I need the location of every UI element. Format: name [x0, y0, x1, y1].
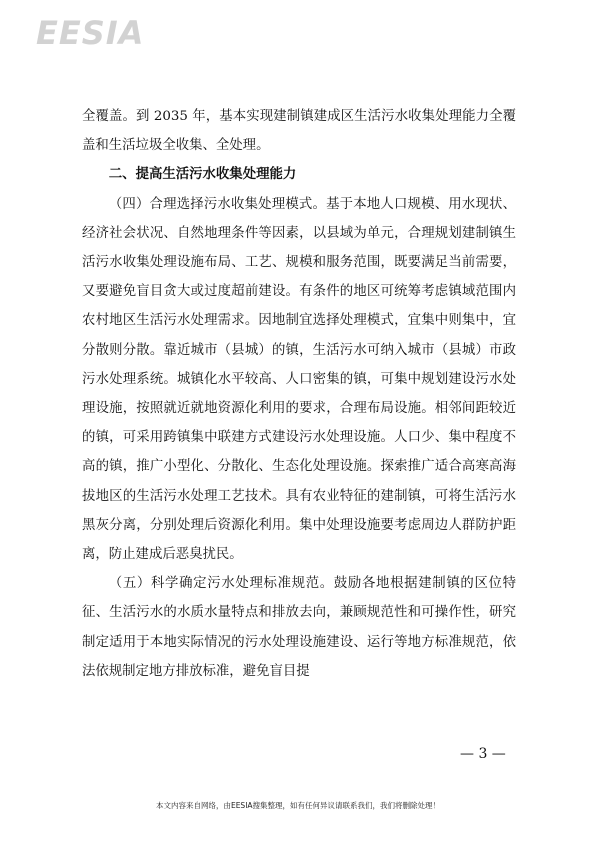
section-heading: 二、提高生活污水收集处理能力: [108, 167, 297, 183]
footer-disclaimer: 本文内容来自网络，由EESIA搜集整理，如有任何异议请联系我们，我们将删除处理！: [155, 801, 441, 810]
document-body: [82, 102, 516, 686]
paragraph-item-4: （四）合理选择污水收集处理模式。基于本地人口规模、用水现状、经济社会状况、自然地理条件等因素，以县域为单元，合理规划建制镇生活污水收集处理设施布局、工艺、规模和服务范围，既要满足当前需要，又要避免盲目贪大或过度超前建设。有条件的地区可统筹考虑镇域范围内农村地区生活污水处理需求。因地制宜选择处理模式，宜集中则集中，宜分散则分散。靠近城市（县城）的镇，生活污水可纳入城市（县城）市政污水处理系统。城镇化水平较高、人口密集的镇，可集中规划建设污水处理设施，按照就近就地资源化利用的要求，合理布局设施。相邻间距较近的镇，可采用跨镇集中联建方式建设污水处理设施。人口少、集中程度不高的镇，推广小型化、分散化、生态化处理设施。探索推广适合高寒高海拔地区的生活污水处理工艺技术。具有农业特征的建制镇，可将生活污水黑灰分离，分别处理后资源化利用。集中处理设施要考虑周边人群防护距离，防止建成后恶臭扰民。: [82, 196, 516, 563]
paragraph-item-5: （五）科学确定污水处理标准规范。鼓励各地根据建制镇的区位特征、生活污水的水质水量特点和排放去向，兼顾规范性和可操作性，研究制定适用于本地实际情况的污水处理设施建设、运行等地方标准规范，依法依规制定地方排放标准，避免盲目提: [82, 576, 516, 679]
page-number: — 3 —: [460, 746, 506, 762]
eesia-watermark-logo: EESIA: [36, 14, 145, 52]
paragraph-continuation: 全覆盖。到 2035 年，基本实现建制镇建成区生活污水收集处理能力全覆盖和生活垃圾全收集、全处理。: [82, 109, 516, 154]
